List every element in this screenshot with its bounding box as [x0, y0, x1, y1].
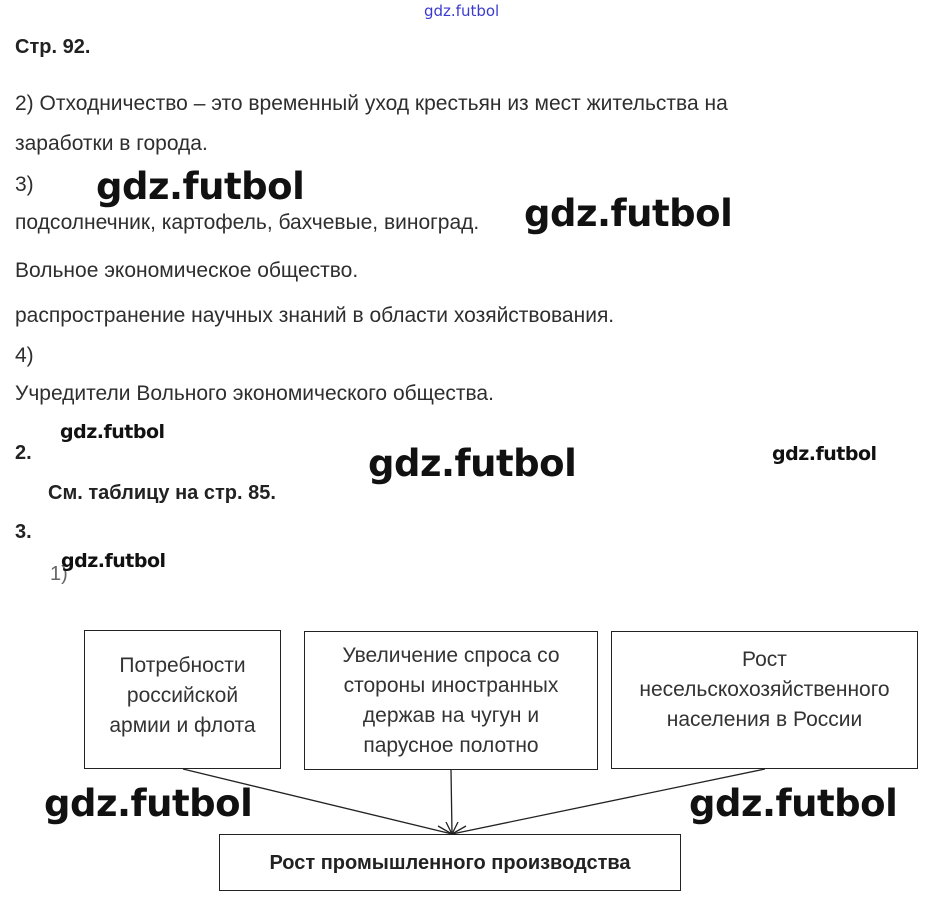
item-4-label: 4)	[15, 344, 34, 367]
crops-line: подсолнечник, картофель, бахчевые, виноград.	[15, 211, 480, 234]
watermark: gdz.futbol	[368, 442, 577, 485]
page-reference: Стр. 92.	[15, 36, 91, 58]
paragraph-line-1: 2) Отходничество – это временный уход крестьян из мест жительства на	[15, 92, 728, 115]
arrow-line-middle	[451, 770, 452, 834]
paragraph-line-2: заработки в города.	[15, 132, 208, 155]
result-box-industrial-growth: Рост промышленного производства	[219, 834, 681, 891]
watermark: gdz.futbol	[524, 192, 733, 235]
cause-box-foreign-demand: Увеличение спроса со стороны иностранных держав на чугун и парусное полотно	[304, 631, 598, 770]
task-2-label: 2.	[15, 442, 32, 464]
task-2-text: См. таблицу на стр. 85.	[48, 482, 276, 504]
task-3-label: 3.	[15, 521, 32, 543]
watermark-top: gdz.futbol	[424, 2, 500, 20]
watermark: gdz.futbol	[689, 782, 898, 825]
item-3-label: 3)	[15, 173, 34, 196]
cause-box-population: Рост несельскохозяйственного населения в России	[611, 631, 918, 769]
founders-line: Учредители Вольного экономического общества.	[15, 382, 494, 405]
watermark: gdz.futbol	[60, 421, 165, 443]
watermark: gdz.futbol	[96, 165, 305, 208]
cause-box-army: Потребности российской армии и флота	[84, 630, 281, 769]
watermark: gdz.futbol	[772, 443, 877, 465]
watermark: gdz.futbol	[44, 782, 253, 825]
watermark: gdz.futbol	[61, 550, 166, 572]
society-line: Вольное экономическое общество.	[15, 259, 359, 282]
sub-item-1-label: 1)	[50, 563, 68, 585]
purpose-line: распространение научных знаний в области хозяйствования.	[15, 304, 615, 327]
